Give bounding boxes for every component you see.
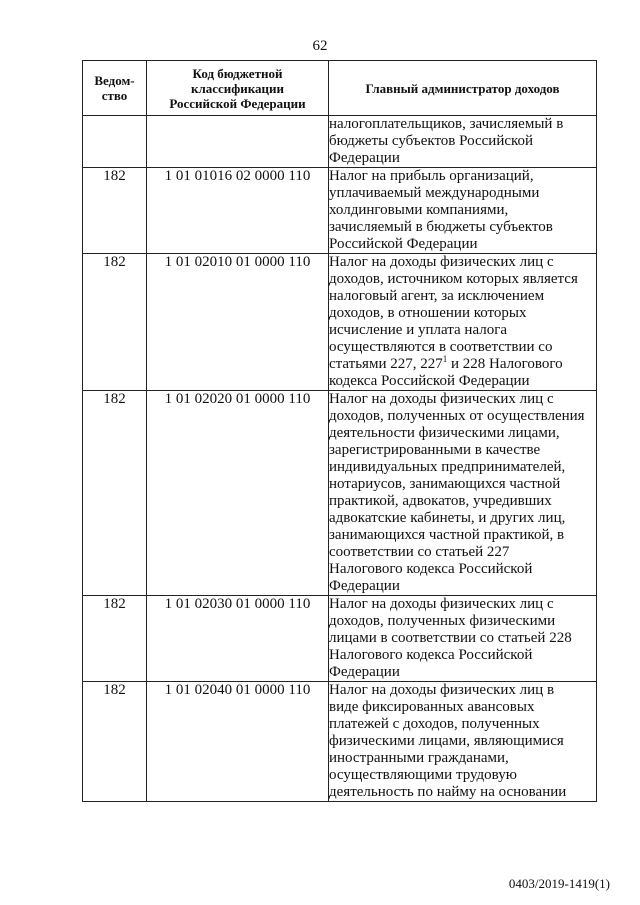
cell-agency [83,116,147,168]
description-line: лицами в соответствии со статьей 228 [329,630,572,646]
description-line: осуществляются в соответствии со [329,339,553,355]
cell-agency: 182 [83,391,147,596]
cell-agency: 182 [83,254,147,391]
table-row [83,391,597,596]
page-number: 62 [312,38,328,54]
description-line: доходов, источником которых является [329,271,578,287]
header-agency [83,61,147,116]
description-line: налоговый агент, за исключением [329,288,545,304]
cell-agency: 182 [83,596,147,682]
table-row [83,254,597,391]
description-line: зарегистрированными в качестве [329,442,541,458]
description-line: занимающихся частной практикой, в [329,527,565,543]
header-code [147,61,329,116]
cell-admin-description [329,596,597,682]
description-line: нотариусов, занимающихся частной [329,476,561,492]
description-line: Налогового кодекса Российской [329,647,533,663]
header-admin: Главный администратор доходов [329,61,597,116]
description-line: Федерации [329,664,400,680]
cell-admin-description [329,254,597,391]
cell-admin-description [329,168,597,254]
description-line: Налог на доходы физических лиц с [329,391,554,407]
description-line: Налог на прибыль организаций, [329,168,534,184]
cell-budget-code: 1 01 02020 01 0000 110 [147,391,329,596]
header-agency-line: ство [101,88,128,103]
table-row [83,116,597,168]
cell-agency: 182 [83,682,147,802]
cell-budget-code: 1 01 02030 01 0000 110 [147,596,329,682]
table-row [83,682,597,802]
cell-budget-code [147,116,329,168]
description-line: Федерации [329,150,400,166]
description-line: доходов, полученных физическими [329,613,556,629]
table-row [83,168,597,254]
header-code-line: Российской Федерации [169,95,306,111]
description-text: статьями 227, 227 [329,356,443,372]
description-line: доходов, в отношении которых [329,305,527,321]
table-row [83,596,597,682]
description-line: Налог на доходы физических лиц в [329,682,555,698]
cell-budget-code: 1 01 01016 02 0000 110 [147,168,329,254]
description-line: практикой, адвокатов, учредивших [329,493,552,509]
description-line: доходов, полученных от осуществления [329,408,585,424]
description-line: иностранными гражданами, [329,750,509,766]
description-line [329,356,596,373]
description-line: деятельность по найму на основании [329,784,567,800]
description-line: зачисляемый в бюджеты субъектов [329,219,553,235]
description-line: налогоплательщиков, зачисляемый в [329,116,564,132]
header-code-line: Код бюджетной [192,65,283,81]
table-body [83,116,597,802]
description-line: осуществляющими трудовую [329,767,517,783]
description-line: Налог на доходы физических лиц с [329,596,554,612]
description-line: платежей с доходов, полученных [329,716,540,732]
cell-admin-description [329,116,597,168]
cell-admin-description [329,682,597,802]
description-line: адвокатские кабинеты, и других лиц, [329,510,566,526]
description-text: и 228 Налогового [447,356,563,372]
document-number: 0403/2019-1419(1) [508,876,610,891]
description-line: исчисление и уплата налога [329,322,508,338]
description-line: Российской Федерации [329,236,478,252]
budget-classification-table [82,60,597,802]
description-line: кодекса Российской Федерации [329,373,530,389]
description-line: Налогового кодекса Российской [329,561,533,577]
description-line: соответствии со статьей 227 [329,544,510,560]
description-line: холдинговыми компаниями, [329,202,509,218]
cell-admin-description [329,391,597,596]
description-line: физическими лицами, являющимися [329,733,564,749]
table-header-row [83,61,597,116]
cell-budget-code: 1 01 02040 01 0000 110 [147,682,329,802]
description-line: Налог на доходы физических лиц с [329,254,554,270]
article-superscript: 1 [442,354,448,364]
description-line: деятельности физическими лицами, [329,425,560,441]
description-line: уплачиваемый международными [329,185,540,201]
cell-agency: 182 [83,168,147,254]
description-line: Федерации [329,578,400,594]
description-line: индивидуальных предпринимателей, [329,459,566,475]
header-agency-line: Ведом- [94,73,135,88]
description-line: виде фиксированных авансовых [329,699,535,715]
header-code-line: классификации [190,80,285,96]
cell-budget-code: 1 01 02010 01 0000 110 [147,254,329,391]
description-line: бюджеты субъектов Российской [329,133,534,149]
